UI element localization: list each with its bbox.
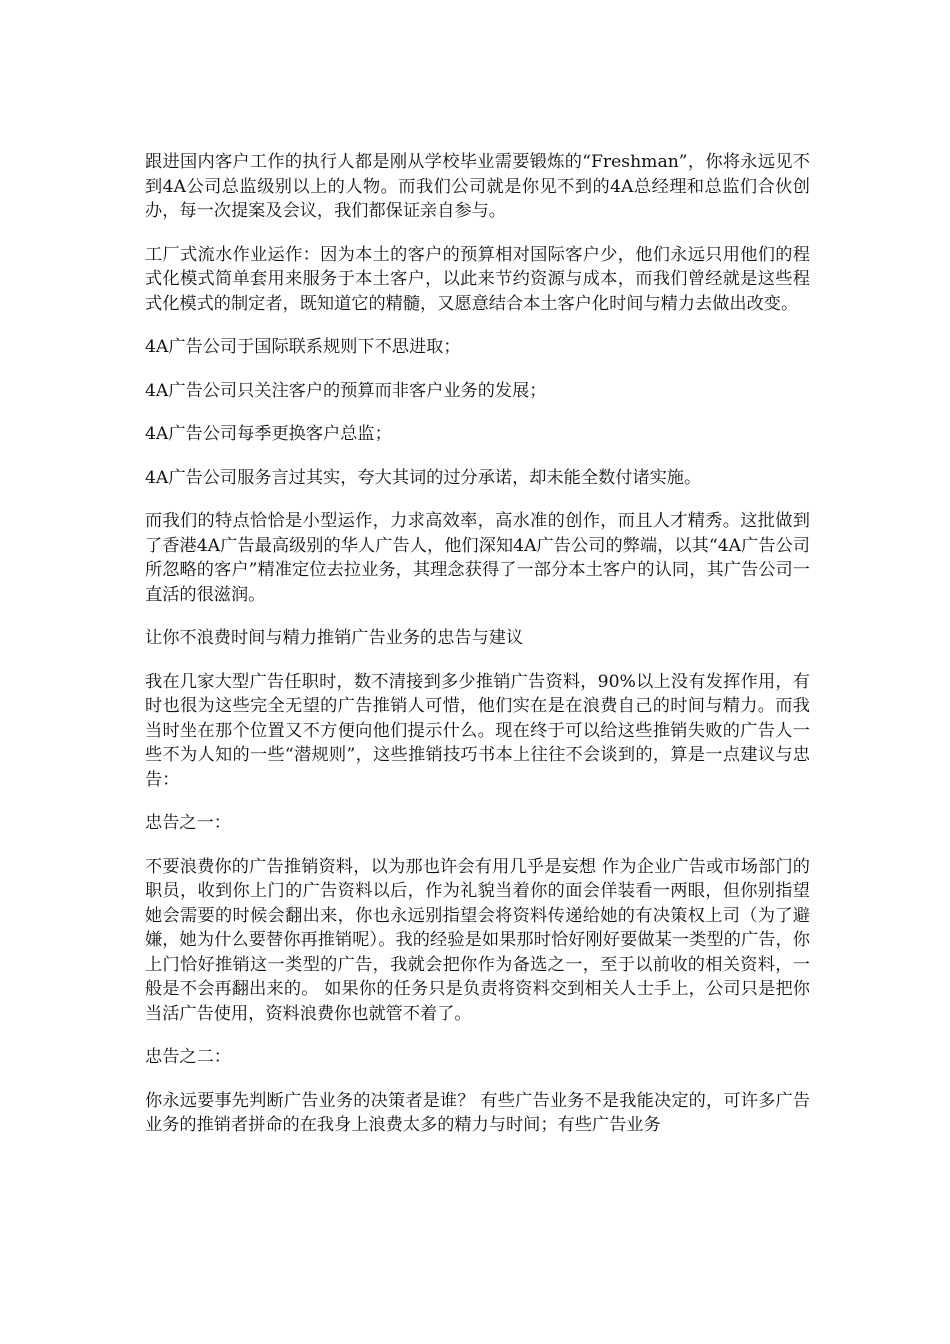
paragraph-factory-operation: 工厂式流水作业运作：因为本土的客户的预算相对国际客户少，他们永远只用他们的程式化模式简单套用来服务于本土客户，以此来节约资源与成本，而我们曾经就是这些程式化模式的制定者，既知道它的精髓，又愿意结合本土客户化时间与精力去做出改变。 <box>145 244 810 314</box>
paragraph-4a-point-2: 4A广告公司只关注客户的预算而非客户业务的发展； <box>145 380 547 401</box>
paragraph-advice-1: 不要浪费你的广告推销资料，以为那也许会有用几乎是妄想 作为企业广告或市场部门的职员，收到你上门的广告资料以后，作为礼貌当着你的面会佯装看一两眼，但你别指望她会需要的时候会翻出来，你也永远别指望会将资料传递给她的有决策权上司（为了避嫌，她为什么要替你再推销呢）。我的经验是如果那时恰好刚好要做某一类型的广告，你上门恰好推销这一类型的广告，我就会把你作为备选之一，至于以前收的相关资料，一般是不会再翻出来的。 如果你的任务只是负责将资料交到相关人士手上，公司只是把你当活广告使用，资料浪费你也就管不着了。 <box>145 856 810 1024</box>
document-body <box>145 150 810 1157</box>
advice-heading-2: 忠告之二： <box>145 1047 231 1067</box>
paragraph-experience: 我在几家大型广告任职时，数不清接到多少推销广告资料，90%以上没有发挥作用，有时也很为这些完全无望的广告推销人可惜，他们实在是在浪费自己的时间与精力。而我当时坐在那个位置又不方便向他们提示什么。现在终于可以给这些推销失败的广告人一些不为人知的一些“潜规则”，这些推销技巧书本上往往不会谈到的，算是一点建议与忠告： <box>145 671 810 790</box>
paragraph-our-features: 而我们的特点恰恰是小型运作，力求高效率，高水准的创作，而且人才精秀。这批做到了香港4A广告最高级别的华人广告人，他们深知4A广告公司的弊端，以其“4A广告公司所忽略的客户”精准定位去拉业务，其理念获得了一部分本土客户的认同，其广告公司一直活的很滋润。 <box>145 511 810 605</box>
paragraph-4a-point-1: 4A广告公司于国际联系规则下不思进取； <box>145 337 461 357</box>
paragraph-4a-point-4: 4A广告公司服务言过其实，夸大其词的过分承诺，却未能全数付诸实施。 <box>145 467 702 488</box>
section-heading-advice: 让你不浪费时间与精力推销广告业务的忠告与建议 <box>145 628 524 648</box>
paragraph-freshman: 跟进国内客户工作的执行人都是刚从学校毕业需要锻炼的“Freshman”，你将永远见不到4A公司总监级别以上的人物。而我们公司就是你见不到的4A总经理和总监们合伙创办，每一次提案及会议，我们都保证亲自参与。 <box>145 152 810 221</box>
paragraph-advice-2: 你永远要事先判断广告业务的决策者是谁？ 有些广告业务不是我能决定的，可许多广告业务的推销者拼命的在我身上浪费太多的精力与时间；有些广告业务 <box>145 1090 810 1135</box>
paragraph-4a-point-3: 4A广告公司每季更换客户总监； <box>145 424 392 444</box>
advice-heading-1: 忠告之一： <box>145 813 231 833</box>
